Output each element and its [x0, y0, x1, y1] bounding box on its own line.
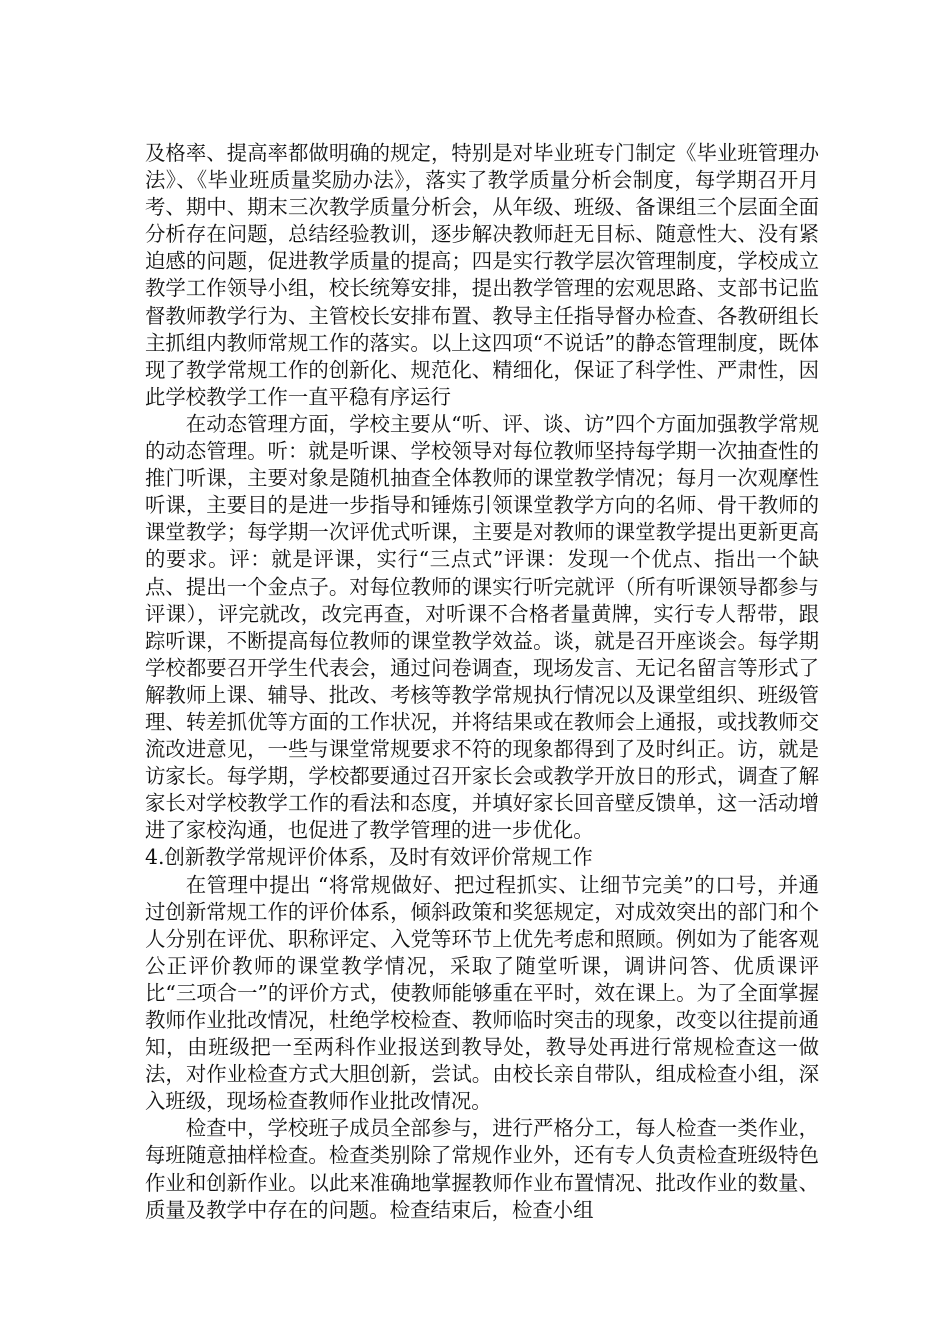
paragraph-inspection: 检查中，学校班子成员全部参与，进行严格分工，每人检查一类作业，每班随意抽样检查。检查类别除了常规作业外，还有专人负责检查班级特色作业和创新作业。以此来准确地掌握教师作业布置情况、批改作业的数量、质量及教学中存在的问题。检查结束后，检查小组 [145, 1116, 819, 1222]
document-page [145, 140, 819, 1224]
section-heading-4: 4.创新教学常规评价体系，及时有效评价常规工作 [145, 845, 593, 870]
paragraph-dynamic-management: 在动态管理方面，学校主要从“听、评、谈、访”四个方面加强教学常规的动态管理。听：就是听课、学校领导对每位教师坚持每学期一次抽查性的推门听课，主要对象是随机抽查全体教师的课堂教学情况；每月一次观摩性听课，主要目的是进一步指导和锤炼引领课堂教学方向的名师、骨干教师的课堂教学；每学期一次评优式听课，主要是对教师的课堂教学提出更新更高的要求。评：就是评课，实行“三点式”评课：发现一个优点、指出一个缺点、提出一个金点子。对每位教师的课实行听完就评（所有听课领导都参与评课），评完就改，改完再查，对听课不合格者量黄牌，实行专人帮带，跟踪听课，不断提高每位教师的课堂教学效益。谈，就是召开座谈会。每学期学校都要召开学生代表会，通过问卷调查，现场发言、无记名留言等形式了解教师上课、辅导、批改、考核等教学常规执行情况以及课堂组织、班级管理、转差抓优等方面的工作状况，并将结果或在教师会上通报，或找教师交流改进意见，一些与课堂常规要求不符的现象都得到了及时纠正。访，就是访家长。每学期，学校都要通过召开家长会或教学开放日的形式，调查了解家长对学校教学工作的看法和态度，并填好家长回音壁反馈单，这一活动增进了家校沟通，也促进了教学管理的进一步优化。 [145, 411, 819, 843]
paragraph-continuation: 及格率、提高率都做明确的规定，特别是对毕业班专门制定《毕业班管理办法》、《毕业班质量奖励办法》，落实了教学质量分析会制度，每学期召开月考、期中、期末三次教学质量分析会，从年级、班级、备课组三个层面全面分析存在问题，总结经验教训，逐步解决教师赶无目标、随意性大、没有紧迫感的问题，促进教学质量的提高；四是实行教学层次管理制度，学校成立教学工作领导小组，校长统筹安排，提出教学管理的宏观思路、支部书记监督教师教学行为、主管校长安排布置、教导主任指导督办检查、各教研组长主抓组内教师常规工作的落实。以上这四项“不说话”的静态管理制度，既体现了教学常规工作的创新化、规范化、精细化，保证了科学性、严肃性，因此学校教学工作一直平稳有序运行 [145, 141, 819, 409]
paragraph-evaluation-system: 在管理中提出 “将常规做好、把过程抓实、让细节完美”的口号，并通过创新常规工作的评价体系，倾斜政策和奖惩规定，对成效突出的部门和个人分别在评优、职称评定、入党等环节上优先考虑和照顾。例如为了能客观公正评价教师的课堂教学情况，采取了随堂听课，调讲问答、优质课评比“三项合一”的评价方式，使教师能够重在平时，效在课上。为了全面掌握教师作业批改情况，杜绝学校检查、教师临时突击的现象，改变以往提前通知，由班级把一至两科作业报送到教导处，教导处再进行常规检查这一做法，对作业检查方式大胆创新，尝试。由校长亲自带队，组成检查小组，深入班级，现场检查教师作业批改情况。 [145, 872, 819, 1114]
